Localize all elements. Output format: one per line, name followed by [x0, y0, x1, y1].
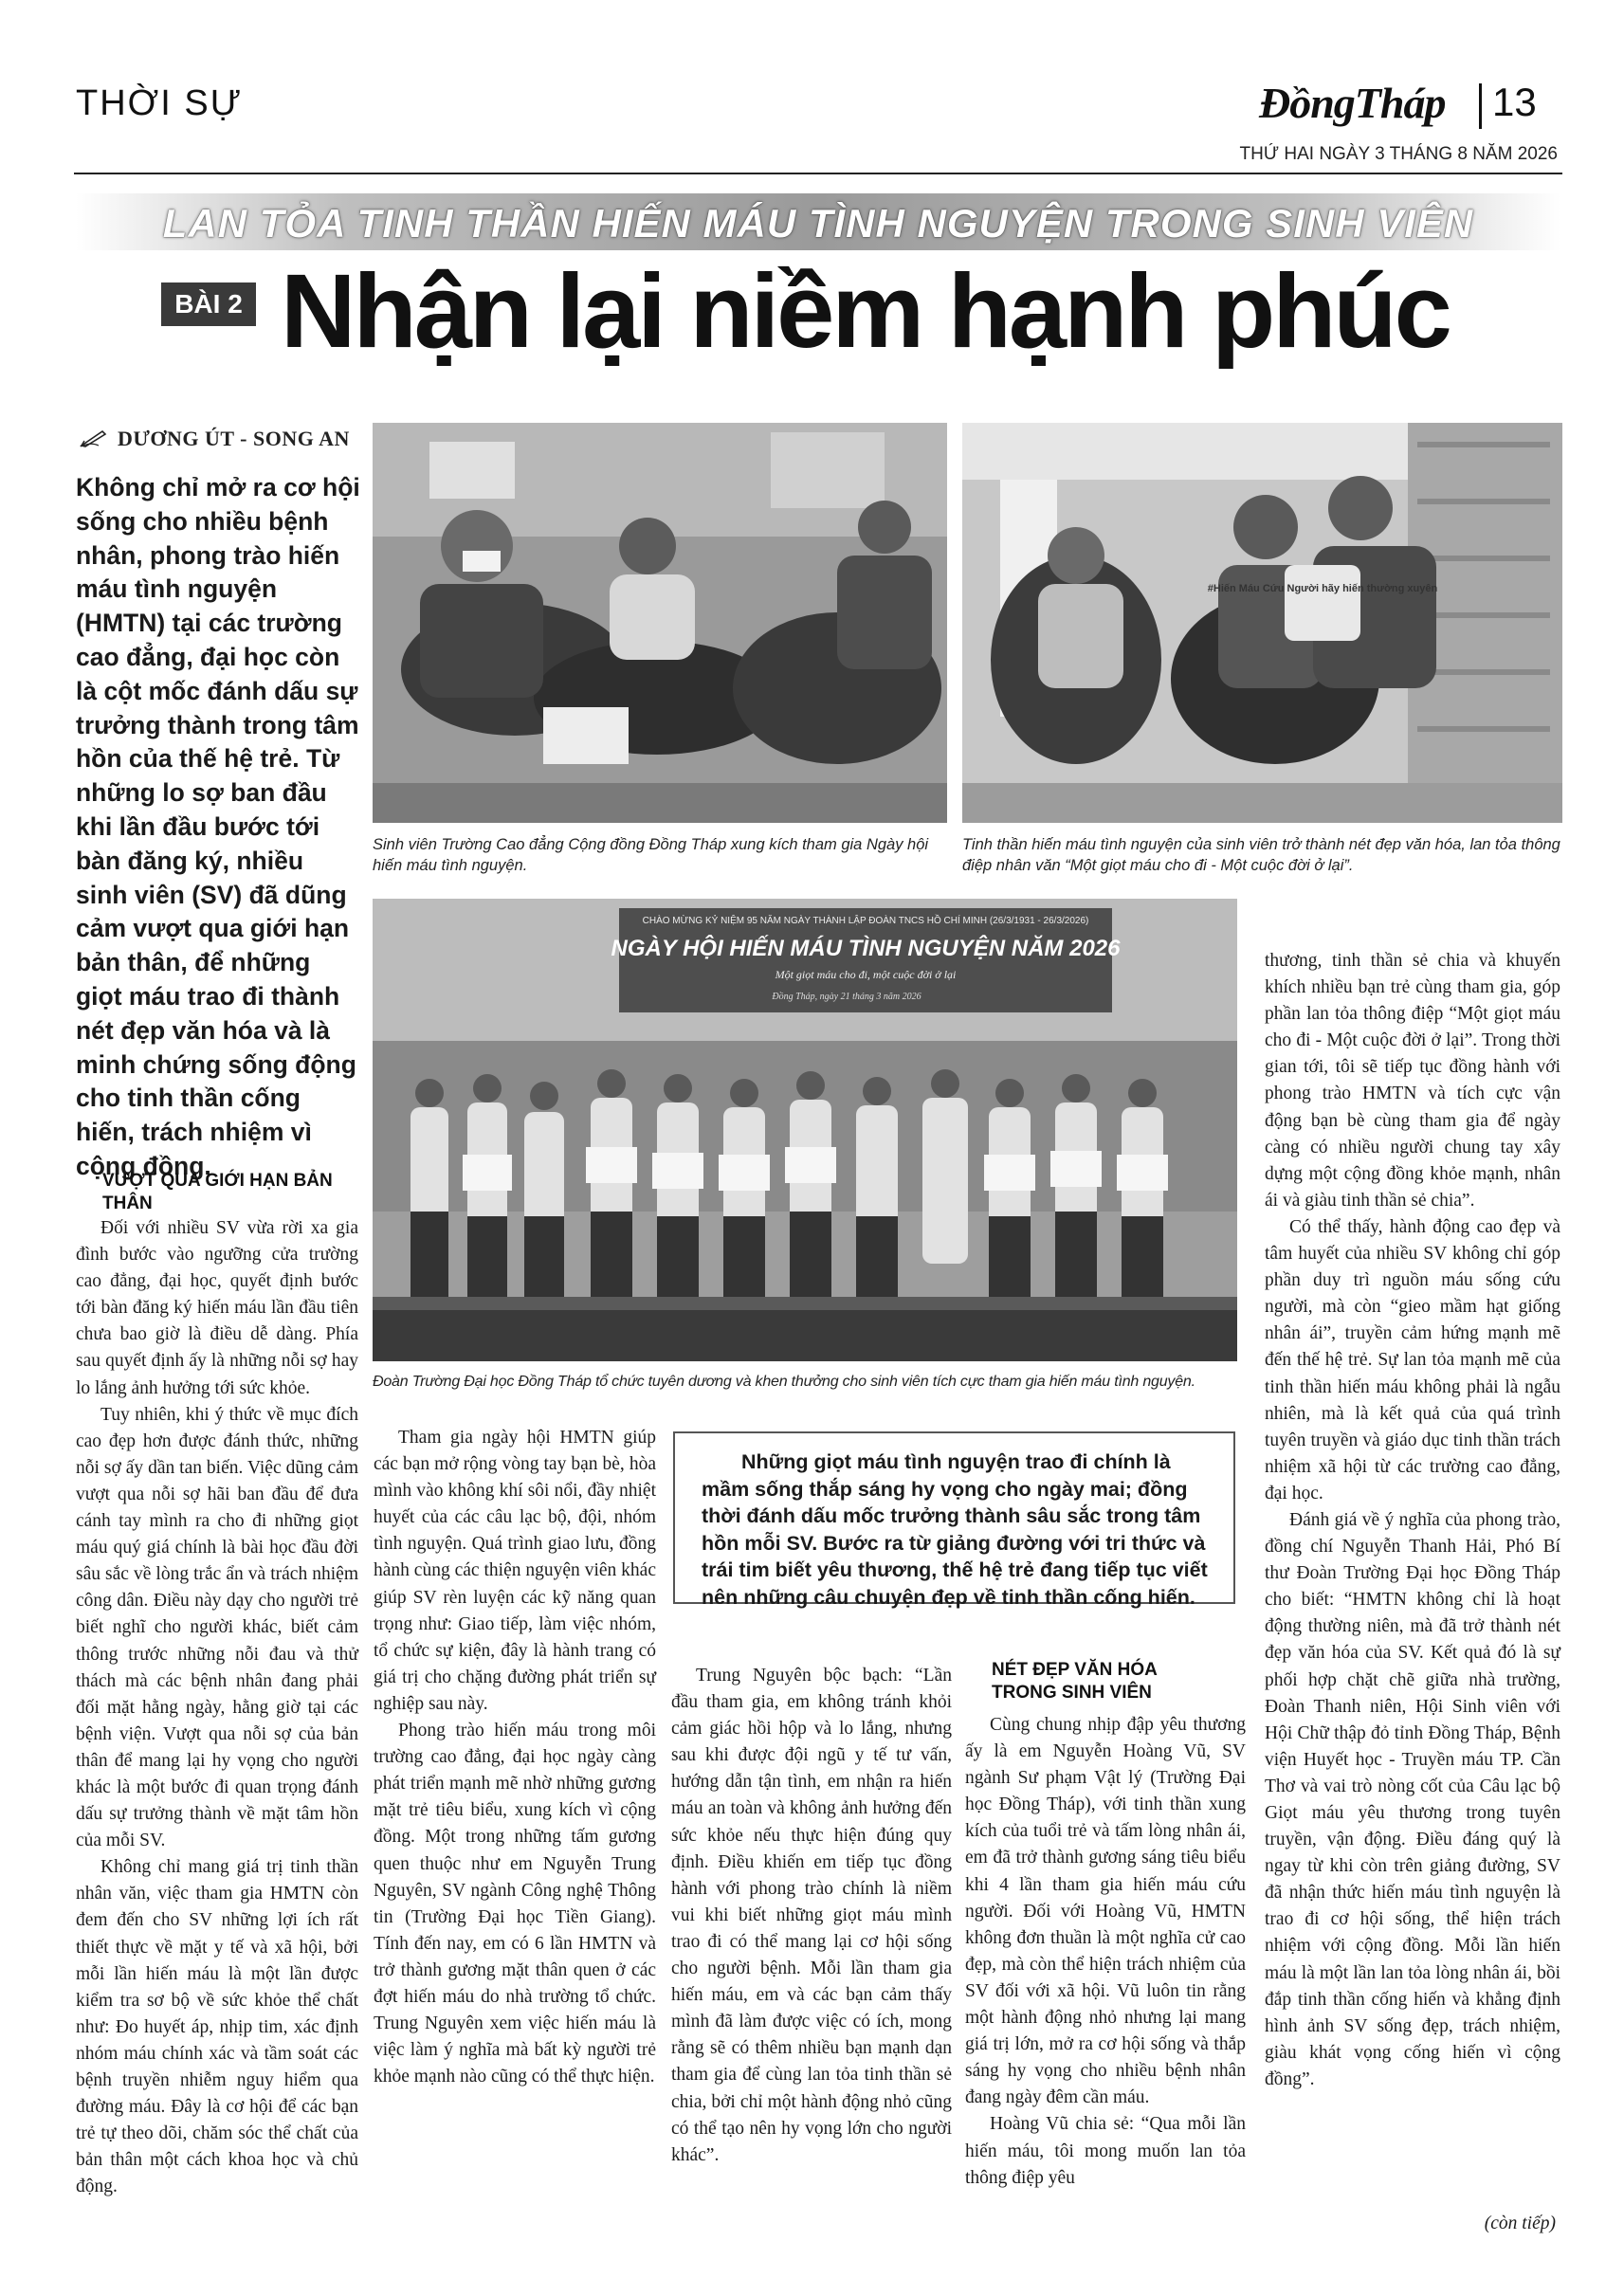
photo-donors-library-image: [962, 423, 1562, 823]
paragraph: Đánh giá về ý nghĩa của phong trào, đồng chí Nguyễn Thanh Hải, Phó Bí thư Đoàn Trường Đại học Đồng Tháp cho biết: “HMTN không chỉ là hoạt động thường niên, mà đã trở thành nét đẹp văn hóa của SV. Kết quả đó là sự phối hợp chặt chẽ giữa nhà trường, Đoàn Thanh niên, Hội Sinh viên với Hội Chữ thập đỏ tỉnh Đồng Tháp, Bệnh viện Huyết học - Truyền máu TP. Cần Thơ và vai trò nòng cốt của Câu lạc bộ Giọt máu yêu thương trong tuyên truyền, vận động. Điều đáng quý là ngay từ khi còn trên giảng đường, SV đã nhận thức hiến máu tình nguyện là trao đi cơ hội sống, thể hiện trách nhiệm với cộng đồng. Mỗi lần hiến máu là một lần lan tỏa lòng nhân ái, bồi đắp tinh thần cống hiến và khẳng định hình ảnh SV sống đẹp, trách nhiệm, giàu khát vọng cống hiến vì cộng đồng”.: [1265, 1509, 1560, 2089]
column-5: [1265, 948, 1560, 2093]
masthead-separator: [1479, 83, 1482, 129]
photo-donors-library: [962, 423, 1562, 823]
column-4: [965, 1712, 1246, 2192]
article-sapo: Không chỉ mở ra cơ hội sống cho nhiều bệnh nhân, phong trào hiến máu tình nguyện (HMTN) tại các trường cao đẳng, đại học còn là cột mốc đánh dấu sự trưởng thành trong tâm hồn của thế hệ trẻ. Từ những lo sợ ban đầu khi lần đầu bước tới bàn đăng ký, nhiều sinh viên (SV) đã dũng cảm vượt qua giới hạn bản thân, để những giọt máu trao đi thành nét đẹp văn hóa và là minh chứng sống động cho tinh thần cống hiến, trách nhiệm vì cộng đồng.: [76, 473, 360, 1180]
byline: [80, 427, 350, 451]
article-headline: Nhận lại niềm hạnh phúc: [281, 253, 1450, 370]
masthead: [1259, 78, 1560, 135]
paragraph: Có thể thấy, hành động cao đẹp và tâm huyết của nhiều SV không chỉ góp phần duy trì nguồn máu sống cứu người, mà còn “gieo mầm hạt giống nhân ái”, truyền cảm hứng mạnh mẽ đến thế hệ trẻ. Sự lan tỏa mạnh mẽ của tinh thần hiến máu không phải là ngẫu nhiên, mà là kết quả của quá trình tuyên truyền và giáo dục tinh thần trách nhiệm xã hội từ các trường cao đẳng, đại học.: [1265, 1216, 1560, 1503]
byline-text: DƯƠNG ÚT - SONG AN: [118, 427, 350, 450]
photo3-caption: Đoàn Trường Đại học Đồng Tháp tổ chức tuyên dương và khen thưởng cho sinh viên tích cực tham gia hiến máu tình nguyện.: [373, 1374, 1195, 1390]
issue-date: THỨ HAI NGÀY 3 THÁNG 8 NĂM 2026: [1239, 144, 1558, 164]
continued-note: (còn tiếp): [1484, 2214, 1556, 2233]
paragraph: Đối với nhiều SV vừa rời xa gia đình bước vào ngưỡng cửa trường cao đẳng, đại học, quyết định bước tới bàn đăng ký hiến máu lần đầu tiên chưa bao giờ là điều dễ dàng. Phía sau quyết định ấy là những nỗi sợ hay lo lắng ảnh hưởng tới sức khỏe.: [76, 1218, 358, 1398]
pen-icon: [80, 428, 108, 447]
paragraph: Cùng chung nhịp đập yêu thương ấy là em Nguyễn Hoàng Vũ, SV ngành Sư phạm Vật lý (Trường Đại học Đồng Tháp), với tinh thần xung kích của tuổi trẻ và tấm lòng nhân ái, em đã trở thành gương sáng tiêu biểu khi 4 lần tham gia hiến máu cứu người. Đối với Hoàng Vũ, HMTN không đơn thuần là một nghĩa cử cao đẹp, mà còn thể hiện trách nhiệm của SV đối với xã hội. Vũ luôn tin rằng một hành động nhỏ nhưng lại mang giá trị lớn, mở ra cơ hội sống và thắp sáng hy vọng cho nhiều bệnh nhân đang ngày đêm cần máu.: [965, 1715, 1246, 2108]
banner-date: Đồng Tháp, ngày 21 tháng 3 năm 2026: [772, 992, 921, 1002]
article-kicker: LAN TỎA TINH THẦN HIẾN MÁU TÌNH NGUYỆN TRONG SINH VIÊN: [162, 201, 1474, 246]
column-2: [374, 1425, 656, 2090]
paragraph: thương, tinh thần sẻ chia và khuyến khích nhiều bạn trẻ cùng tham gia, góp phần lan tỏa thông điệp “Một giọt máu cho đi - Một cuộc đời ở lại”. Trong thời gian tới, tôi sẽ tiếp tục đồng hành với phong trào HMTN và tích cực vận động bạn bè cùng tham gia để ngày càng có nhiều người chung tay xây dựng một cộng đồng khỏe mạnh, nhân ái và giàu tinh thần sẻ chia”.: [1265, 951, 1560, 1211]
subhead-net-dep: NÉT ĐẸP VĂN HÓA TRONG SINH VIÊN: [992, 1660, 1158, 1703]
column-1: [76, 1215, 358, 2200]
paragraph: Trung Nguyên bộc bạch: “Lần đầu tham gia, em không tránh khỏi cảm giác hồi hộp và lo lắng, nhưng sau khi được đội ngũ y tế tư vấn, hướng dẫn tận tình, em nhận ra hiến máu an toàn và không ảnh hưởng đến sức khỏe nếu thực hiện đúng quy định. Điều khiến em tiếp tục đồng hành với phong trào chính là niềm vui khi biết những giọt máu mình trao đi có thể mang lại cơ hội sống cho người bệnh. Mỗi lần tham gia hiến máu, em và các bạn cảm thấy mình đã làm được việc có ích, mong rằng sẽ có thêm nhiều bạn mạnh dạn tham gia để cùng lan tỏa tinh thần sẻ chia, bởi chỉ một hành động nhỏ cũng có thể tạo nên hy vọng lớn cho người khác”.: [671, 1666, 952, 2165]
photo-donors-college: [373, 423, 947, 823]
paragraph: Hoàng Vũ chia sẻ: “Qua mỗi lần hiến máu, tôi mong muốn lan tỏa thông điệp yêu: [965, 2114, 1246, 2188]
banner-slogan: Một giọt máu cho đi, một cuộc đời ở lại: [775, 968, 957, 981]
photo-award-ceremony-image: [373, 899, 1237, 1361]
newspaper-logo: ĐồngTháp: [1259, 79, 1446, 127]
column-3: [671, 1663, 952, 2169]
photo2-caption: Tinh thần hiến máu tình nguyện của sinh viên trở thành nét đẹp văn hóa, lan tỏa thông điệp nhân văn “Một giọt máu cho đi - Một cuộc đời ở lại”.: [962, 836, 1560, 874]
paragraph: Tuy nhiên, khi ý thức về mục đích cao đẹp hơn được đánh thức, những nỗi sợ ấy dần tan biến. Việc dũng cảm vượt qua nỗi sợ hãi ban đầu để đưa cánh tay mình ra cho đi những giọt máu quý giá chính là bài học đầu đời sâu sắc về lòng trắc ẩn và trách nhiệm công dân. Điều này dạy cho người trẻ biết nghĩ cho người khác, biết cảm thông trước những nỗi đau và thử thách mà các bệnh nhân đang phải đối mặt hằng ngày, hằng giờ tại các bệnh viện. Vượt qua nỗi sợ của bản thân để mang lại hy vọng cho người khác là một bước đi quan trọng đánh dấu sự trưởng thành về mặt tâm hồn của mỗi SV.: [76, 1404, 358, 1851]
photo-donors-college-image: [373, 423, 947, 823]
page-number: 13: [1492, 80, 1537, 124]
photo-award-ceremony: [373, 899, 1237, 1361]
paragraph: Tham gia ngày hội HMTN giúp các bạn mở rộng vòng tay bạn bè, hòa mình vào không khí sôi nổi, đầy nhiệt huyết của các câu lạc bộ, đội, nhóm tình nguyện. Quá trình giao lưu, đồng hành cùng các thiện nguyện viên khác giúp SV rèn luyện các kỹ năng quan trọng như: Giao tiếp, làm việc nhóm, tổ chức sự kiện, đây là hành trang có giá trị cho chặng đường phát triển sự nghiệp sau này.: [374, 1428, 656, 1714]
paragraph: Phong trào hiến máu trong môi trường cao đẳng, đại học ngày càng phát triển mạnh mẽ nhờ những gương mặt trẻ tiêu biểu, xung kích vì cộng đồng. Một trong những tấm gương quen thuộc như em Nguyễn Trung Nguyên, SV ngành Công nghệ Thông tin (Trường Đại học Tiền Giang). Tính đến nay, em có 6 lần HMTN và trở thành gương mặt thân quen ở các đợt hiến máu do nhà trường tổ chức. Trung Nguyên xem việc hiến máu là việc làm ý nghĩa mà bất kỳ người trẻ khỏe mạnh nào cũng có thể thực hiện.: [374, 1721, 656, 2087]
section-label: THỜI SỰ: [76, 83, 244, 123]
paragraph: Không chỉ mang giá trị tinh thần nhân văn, việc tham gia HMTN còn đem đến cho SV những lợi ích rất thiết thực về mặt y tế và xã hội, bởi mỗi lần hiến máu là một lần được kiểm tra sơ bộ về sức khỏe thể chất như: Đo huyết áp, nhịp tim, xác định nhóm máu chính xác và tầm soát các bệnh truyền nhiễm nguy hiểm qua đường máu. Đây là cơ hội để các bạn trẻ tự theo dõi, chăm sóc thể chất của bản thân một cách khoa học và chủ động.: [76, 1857, 358, 2197]
banner-title: NGÀY HỘI HIẾN MÁU TÌNH NGUYỆN NĂM 2026: [611, 936, 1121, 961]
part-badge: BÀI 2: [161, 282, 256, 326]
subhead-vuot-qua: VƯỢT QUA GIỚI HẠN BẢN THÂN: [102, 1171, 333, 1213]
header-rule: [74, 173, 1562, 174]
banner-small-text: CHÀO MỪNG KỶ NIỆM 95 NĂM NGÀY THÀNH LẬP ĐOÀN TNCS HỒ CHÍ MINH (26/3/1931 - 26/3/2026): [642, 916, 1089, 926]
shirt-text: #Hiến Máu Cứu Người hãy hiến thường xuyên: [1207, 583, 1438, 594]
photo1-caption: Sinh viên Trường Cao đẳng Cộng đồng Đồng Tháp xung kích tham gia Ngày hội hiến máu tình nguyện.: [373, 836, 929, 874]
pull-quote-box: [673, 1431, 1235, 1609]
pull-quote-text: Những giọt máu tình nguyện trao đi chính là mầm sống thắp sáng hy vọng cho ngày mai; đồng thời đánh dấu mốc trưởng thành sâu sắc trong tâm hồn mỗi SV. Bước ra từ giảng đường với tri thức và trái tim biết yêu thương, thế hệ trẻ đang tiếp tục viết nên những câu chuyện đẹp về tinh thần cống hiến.: [702, 1450, 1208, 1609]
